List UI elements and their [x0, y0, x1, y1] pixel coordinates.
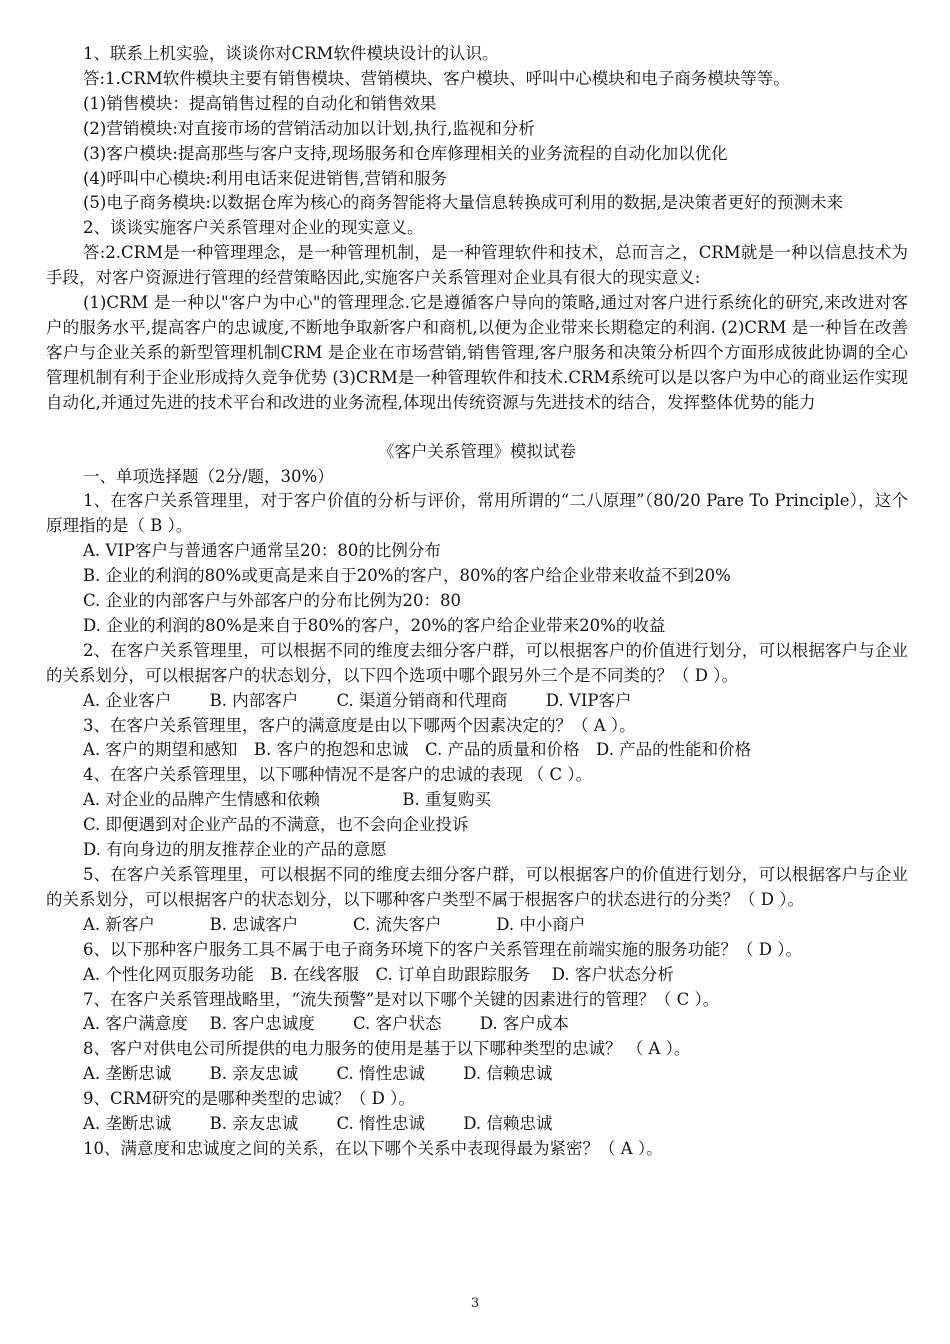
section-gap	[46, 416, 908, 440]
mc-options-row: A. 垄断忠诚 B. 亲友忠诚 C. 惰性忠诚 D. 信赖忠诚	[83, 1064, 553, 1084]
mc-question-1: 1、在客户关系管理里，对于客户价值的分析与评价，常用所谓的“二八原理”（80/20 Pare To Principle），这个原理指的是（ B ）。	[46, 491, 908, 536]
answer-1-item-4: (4)呼叫中心模块:利用电话来促进销售,营销和服务	[83, 168, 448, 188]
answer-1-intro: 答:1.CRM软件模块主要有销售模块、营销模块、客户模块、呼叫中心模块和电子商务模块等等。	[83, 68, 790, 88]
page-number: 3	[470, 1296, 480, 1311]
mc-option: A. VIP客户与普通客户通常呈20：80的比例分布	[83, 541, 441, 561]
mc-option: C. 即便遇到对企业产品的不满意，也不会向企业投诉	[83, 815, 469, 835]
answer-2-body: (1)CRM 是一种以"客户为中心"的管理理念.它是遵循客户导向的策略,通过对客户进行系统化的研究,来改进对客户的服务水平,提高客户的忠诚度,不断地争取新客户和商机,以便为企业带来长期稳定的利润. (2)CRM 是一种旨在改善客户与企业关系的新型管理机制CRM 是企业在市场营销,销售管理,客户服务和决策分析四个方面形成彼此协调的全心管理机制有利于企业形成持久竞争优势 (3)CRM是一种管理软件和技术.CRM系统可以是以客户为中心的商业运作实现自动化,并通过先进的技术平台和改进的业务流程,体现出传统资源与先进技术的结合，发挥整体优势的能力	[46, 293, 908, 412]
mc-option: D. 企业的利润的80%是来自于80%的客户，20%的客户给企业带来20%的收益	[83, 615, 666, 635]
mc-question-4: 4、在客户关系管理里，以下哪种情况不是客户的忠诚的表现 （ C ）。	[83, 765, 593, 785]
mc-options-row: A. 企业客户 B. 内部客户 C. 渠道分销商和代理商 D. VIP客户	[83, 690, 632, 710]
mc-options-row: A. 个性化网页服务功能 B. 在线客服 C. 订单自助跟踪服务 D. 客户状态分析	[83, 964, 674, 984]
answer-1-item-2: (2)营销模块:对直接市场的营销活动加以计划,执行,监视和分析	[83, 118, 535, 138]
mc-options-row: A. 客户的期望和感知 B. 客户的抱怨和忠诚 C. 产品的质量和价格 D. 产品的性能和价格	[83, 740, 752, 760]
mc-options-row: A. 新客户 B. 忠诚客户 C. 流失客户 D. 中小商户	[83, 914, 586, 934]
mc-question-9: 9、CRM研究的是哪种类型的忠诚？（ D ）。	[83, 1089, 415, 1109]
answer-1-item-1: (1)销售模块：提高销售过程的自动化和销售效果	[83, 93, 437, 113]
document-body	[46, 42, 908, 1162]
exam-title: 《客户关系管理》模拟试卷	[378, 441, 576, 461]
mc-option: B. 企业的利润的80%或更高是来自于20%的客户，80%的客户给企业带来收益不到20%	[83, 566, 731, 586]
mc-option: D. 有向身边的朋友推荐企业的产品的意愿	[83, 840, 387, 860]
mc-question-5: 5、在客户关系管理里，可以根据不同的维度去细分客户群，可以根据客户的价值进行划分，可以根据客户与企业的关系划分，可以根据客户的状态划分，以下哪种客户类型不属于根据客户的状态进行的分类？（ D ）。	[46, 865, 908, 909]
mc-option: C. 企业的内部客户与外部客户的分布比例为20：80	[83, 591, 462, 611]
mc-options-row: A. 客户满意度 B. 客户忠诚度 C. 客户状态 D. 客户成本	[83, 1014, 569, 1034]
mc-question-10: 10、满意度和忠诚度之间的关系，在以下哪个关系中表现得最为紧密？（ A ）。	[83, 1138, 663, 1158]
mc-options-row: A. 对企业的品牌产生情感和依赖 B. 重复购买	[83, 790, 492, 810]
mc-question-3: 3、在客户关系管理里，客户的满意度是由以下哪两个因素决定的？（ A ）。	[83, 715, 636, 735]
answer-1-item-3: (3)客户模块:提高那些与客户支持,现场服务和仓库修理相关的业务流程的自动化加以优化	[83, 143, 728, 163]
question-2: 2、谈谈实施客户关系管理对企业的现实意义。	[83, 218, 424, 238]
answer-1-item-5: (5)电子商务模块:以数据仓库为核心的商务智能将大量信息转换成可利用的数据,是决策者更好的预测未来	[83, 193, 844, 213]
mc-options-row: A. 垄断忠诚 B. 亲友忠诚 C. 惰性忠诚 D. 信赖忠诚	[83, 1114, 553, 1134]
question-1: 1、联系上机实验，谈谈你对CRM软件模块设计的认识。	[83, 44, 499, 63]
answer-2-intro: 答:2.CRM是一种管理理念，是一种管理机制，是一种管理软件和技术，总而言之，CRM就是一种以信息技术为手段，对客户资源进行管理的经营策略因此,实施客户关系管理对企业具有很大的现实意义:	[46, 243, 908, 288]
mc-question-7: 7、在客户关系管理战略里，“流失预警”是对以下哪个关键的因素进行的管理？（ C ）。	[83, 989, 720, 1009]
mc-question-2: 2、在客户关系管理里，可以根据不同的维度去细分客户群，可以根据客户的价值进行划分，可以根据客户与企业的关系划分，可以根据客户的状态划分，以下四个选项中哪个跟另外三个是不同类的？（ D ）。	[46, 640, 908, 685]
mc-question-8: 8、客户对供电公司所提供的电力服务的使用是基于以下哪种类型的忠诚？ （ A ）。	[83, 1039, 691, 1059]
section-heading: 一、单项选择题（2分/题，30%）	[83, 466, 334, 486]
mc-question-6: 6、以下那种客户服务工具不属于电子商务环境下的客户关系管理在前端实施的服务功能？（ D ）。	[83, 939, 802, 959]
